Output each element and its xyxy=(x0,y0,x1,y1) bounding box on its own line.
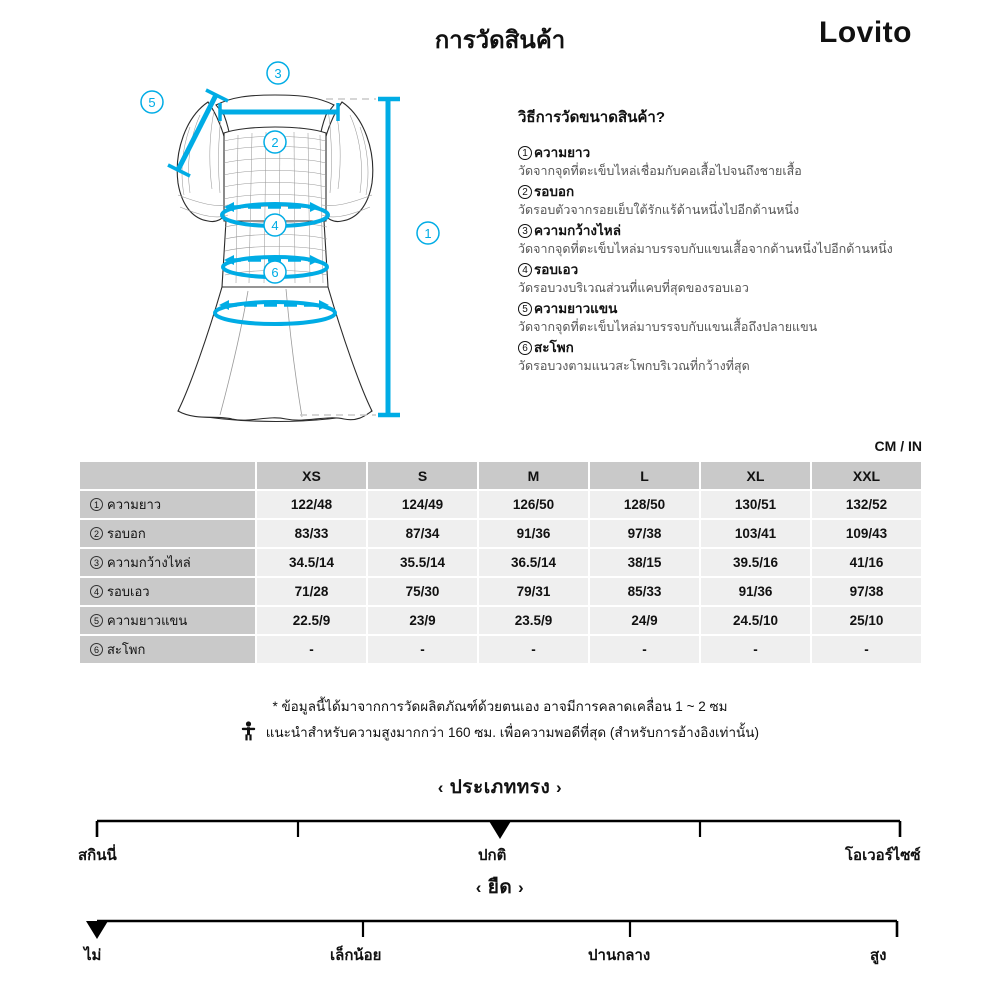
dress-measurement-diagram xyxy=(120,55,440,435)
svg-text:4: 4 xyxy=(271,218,279,233)
instruction-head-text: ความกว้างไหล่ xyxy=(534,223,621,238)
instruction-number-icon: 4 xyxy=(518,263,532,277)
instruction-head-text: รอบอก xyxy=(534,184,575,199)
cell-shoulder-s: 35.5/14 xyxy=(368,549,477,576)
instruction-number-icon: 1 xyxy=(518,146,532,160)
table-header-l: L xyxy=(590,462,699,489)
row-label-sleeve xyxy=(80,607,255,634)
instruction-head-4 xyxy=(518,260,948,279)
cell-length-l: 128/50 xyxy=(590,491,699,518)
instruction-item-4 xyxy=(518,260,948,298)
callout-badge-4 xyxy=(264,214,286,236)
row-number-icon: 5 xyxy=(90,614,103,627)
fit-label-skinny: สกินนี่ xyxy=(78,847,117,864)
table-header-xxl: XXL xyxy=(812,462,921,489)
cell-sleeve-s: 23/9 xyxy=(368,607,477,634)
cell-sleeve-xxl: 25/10 xyxy=(812,607,921,634)
svg-text:5: 5 xyxy=(148,95,156,110)
cell-bust-m: 91/36 xyxy=(479,520,588,547)
cell-bust-s: 87/34 xyxy=(368,520,477,547)
cell-hip-m: - xyxy=(479,636,588,663)
cell-hip-s: - xyxy=(368,636,477,663)
callout-badge-6 xyxy=(264,261,286,283)
instruction-item-5 xyxy=(518,299,948,337)
fit-label-regular: ปกติ xyxy=(478,847,507,864)
fit-type-scale xyxy=(0,772,1000,867)
instruction-head-text: ความยาว xyxy=(534,145,591,160)
fit-type-title-text: ประเภททรง xyxy=(449,777,551,798)
cell-sleeve-l: 24/9 xyxy=(590,607,699,634)
cell-bust-l: 97/38 xyxy=(590,520,699,547)
stretch-title-text: ยืด xyxy=(487,877,513,898)
row-number-icon: 4 xyxy=(90,585,103,598)
table-header-s: S xyxy=(368,462,477,489)
row-label-text: ความยาว xyxy=(107,497,162,512)
callout-badge-2 xyxy=(264,131,286,153)
stretch-label-moderate: ปานกลาง xyxy=(588,947,651,964)
table-row xyxy=(80,607,921,634)
cell-sleeve-xs: 22.5/9 xyxy=(257,607,366,634)
stretch-scale-title xyxy=(0,872,1000,902)
unit-label: CM / IN xyxy=(874,438,922,454)
person-icon xyxy=(241,721,256,741)
cell-hip-xs: - xyxy=(257,636,366,663)
instruction-number-icon: 6 xyxy=(518,341,532,355)
row-label-shoulder xyxy=(80,549,255,576)
cell-shoulder-l: 38/15 xyxy=(590,549,699,576)
instruction-head-5 xyxy=(518,299,948,318)
footnotes xyxy=(0,694,1000,746)
cell-bust-xs: 83/33 xyxy=(257,520,366,547)
table-row xyxy=(80,549,921,576)
instruction-body-3: วัดจากจุดที่ตะเข็บไหล่มาบรรจบกับแขนเสื้อจากด้านหนึ่งไปอีกด้านหนึ่ง xyxy=(518,242,893,256)
row-label-text: ความกว้างไหล่ xyxy=(107,555,191,570)
cell-length-xl: 130/51 xyxy=(701,491,810,518)
row-label-length xyxy=(80,491,255,518)
cell-hip-l: - xyxy=(590,636,699,663)
instructions-title: วิธีการวัดขนาดสินค้า? xyxy=(518,109,666,126)
table-header-xl: XL xyxy=(701,462,810,489)
footnote-height-text: แนะนำสำหรับความสูงมากกว่า 160 ซม. เพื่อความพอดีที่สุด (สำหรับการอ้างอิงเท่านั้น) xyxy=(265,725,759,740)
instruction-head-2 xyxy=(518,182,948,201)
page-title: การวัดสินค้า xyxy=(434,27,566,54)
cell-shoulder-xxl: 41/16 xyxy=(812,549,921,576)
row-number-icon: 6 xyxy=(90,643,103,656)
cell-waist-xxl: 97/38 xyxy=(812,578,921,605)
cell-length-m: 126/50 xyxy=(479,491,588,518)
footnote-measurement-tolerance: * ข้อมูลนี้ได้มาจากการวัดผลิตภัณฑ์ด้วยตนเอง อาจมีการคลาดเคลื่อน 1 ~ 2 ซม xyxy=(272,699,728,714)
cell-bust-xxl: 109/43 xyxy=(812,520,921,547)
cell-shoulder-xl: 39.5/16 xyxy=(701,549,810,576)
svg-text:3: 3 xyxy=(274,66,282,81)
instruction-body-4: วัดรอบวงบริเวณส่วนที่แคบที่สุดของรอบเอว xyxy=(518,281,749,295)
cell-hip-xl: - xyxy=(701,636,810,663)
callout-badge-5 xyxy=(141,91,163,113)
instruction-head-3 xyxy=(518,221,948,240)
stretch-label-slight: เล็กน้อย xyxy=(330,947,382,964)
table-row xyxy=(80,636,921,663)
table-row xyxy=(80,491,921,518)
cell-shoulder-m: 36.5/14 xyxy=(479,549,588,576)
measurement-instructions xyxy=(518,105,948,377)
instruction-item-3 xyxy=(518,221,948,259)
row-number-icon: 3 xyxy=(90,556,103,569)
instruction-head-6 xyxy=(518,338,948,357)
cell-sleeve-xl: 24.5/10 xyxy=(701,607,810,634)
instruction-body-5: วัดจากจุดที่ตะเข็บไหล่มาบรรจบกับแขนเสื้อถึงปลายแขน xyxy=(518,320,818,334)
instruction-number-icon: 2 xyxy=(518,185,532,199)
footnote-height-recommendation xyxy=(241,720,759,746)
instruction-number-icon: 5 xyxy=(518,302,532,316)
instruction-head-text: สะโพก xyxy=(534,340,574,355)
table-row xyxy=(80,520,921,547)
stretch-scale-axis xyxy=(0,913,1000,943)
stretch-scale xyxy=(0,872,1000,967)
table-header-xs: XS xyxy=(257,462,366,489)
cell-waist-s: 75/30 xyxy=(368,578,477,605)
cell-length-s: 124/49 xyxy=(368,491,477,518)
callout-badge-3 xyxy=(267,62,289,84)
svg-text:6: 6 xyxy=(271,265,279,280)
callout-badge-1 xyxy=(417,222,439,244)
cell-hip-xxl: - xyxy=(812,636,921,663)
stretch-label-none: ไม่ xyxy=(84,947,102,964)
cell-waist-m: 79/31 xyxy=(479,578,588,605)
instruction-body-2: วัดรอบตัวจากรอยเย็บใต้รักแร้ด้านหนึ่งไปอีกด้านหนึ่ง xyxy=(518,203,800,217)
row-label-text: รอบเอว xyxy=(107,584,150,599)
chevron-right-icon: › xyxy=(518,878,525,897)
table-corner-cell xyxy=(80,462,255,489)
stretch-scale-labels xyxy=(0,943,1000,969)
svg-text:1: 1 xyxy=(424,226,432,241)
cell-waist-xs: 71/28 xyxy=(257,578,366,605)
chevron-left-icon: ‹ xyxy=(437,778,444,797)
row-label-text: ความยาวแขน xyxy=(107,613,188,628)
instruction-number-icon: 3 xyxy=(518,224,532,238)
instruction-body-6: วัดรอบวงตามแนวสะโพกบริเวณที่กว้างที่สุด xyxy=(518,359,750,373)
chevron-left-icon: ‹ xyxy=(475,878,482,897)
fit-type-scale-labels xyxy=(0,843,1000,869)
instruction-body-1: วัดจากจุดที่ตะเข็บไหล่เชื่อมกับคอเสื้อไปจนถึงชายเสื้อ xyxy=(518,164,802,178)
cell-length-xxl: 132/52 xyxy=(812,491,921,518)
brand-logo: Lovito xyxy=(819,16,912,49)
stretch-label-high: สูง xyxy=(870,947,887,964)
size-chart-table xyxy=(78,460,923,665)
fit-type-scale-axis xyxy=(0,813,1000,843)
row-label-waist xyxy=(80,578,255,605)
cell-waist-l: 85/33 xyxy=(590,578,699,605)
cell-shoulder-xs: 34.5/14 xyxy=(257,549,366,576)
fit-type-scale-title xyxy=(0,772,1000,802)
instruction-head-1 xyxy=(518,143,948,162)
instruction-item-2 xyxy=(518,182,948,220)
row-label-bust xyxy=(80,520,255,547)
cell-length-xs: 122/48 xyxy=(257,491,366,518)
chevron-right-icon: › xyxy=(556,778,563,797)
instruction-head-text: ความยาวแขน xyxy=(534,301,618,316)
cell-bust-xl: 103/41 xyxy=(701,520,810,547)
row-label-text: รอบอก xyxy=(107,526,146,541)
row-label-text: สะโพก xyxy=(107,642,146,657)
table-header-row xyxy=(80,462,921,489)
row-number-icon: 1 xyxy=(90,498,103,511)
instruction-head-text: รอบเอว xyxy=(534,262,579,277)
table-header-m: M xyxy=(479,462,588,489)
cell-sleeve-m: 23.5/9 xyxy=(479,607,588,634)
row-label-hip xyxy=(80,636,255,663)
row-number-icon: 2 xyxy=(90,527,103,540)
cell-waist-xl: 91/36 xyxy=(701,578,810,605)
svg-text:2: 2 xyxy=(271,135,279,150)
table-row xyxy=(80,578,921,605)
instruction-item-1 xyxy=(518,143,948,181)
instruction-item-6 xyxy=(518,338,948,376)
fit-label-oversize: โอเวอร์ไซซ์ xyxy=(845,847,921,864)
